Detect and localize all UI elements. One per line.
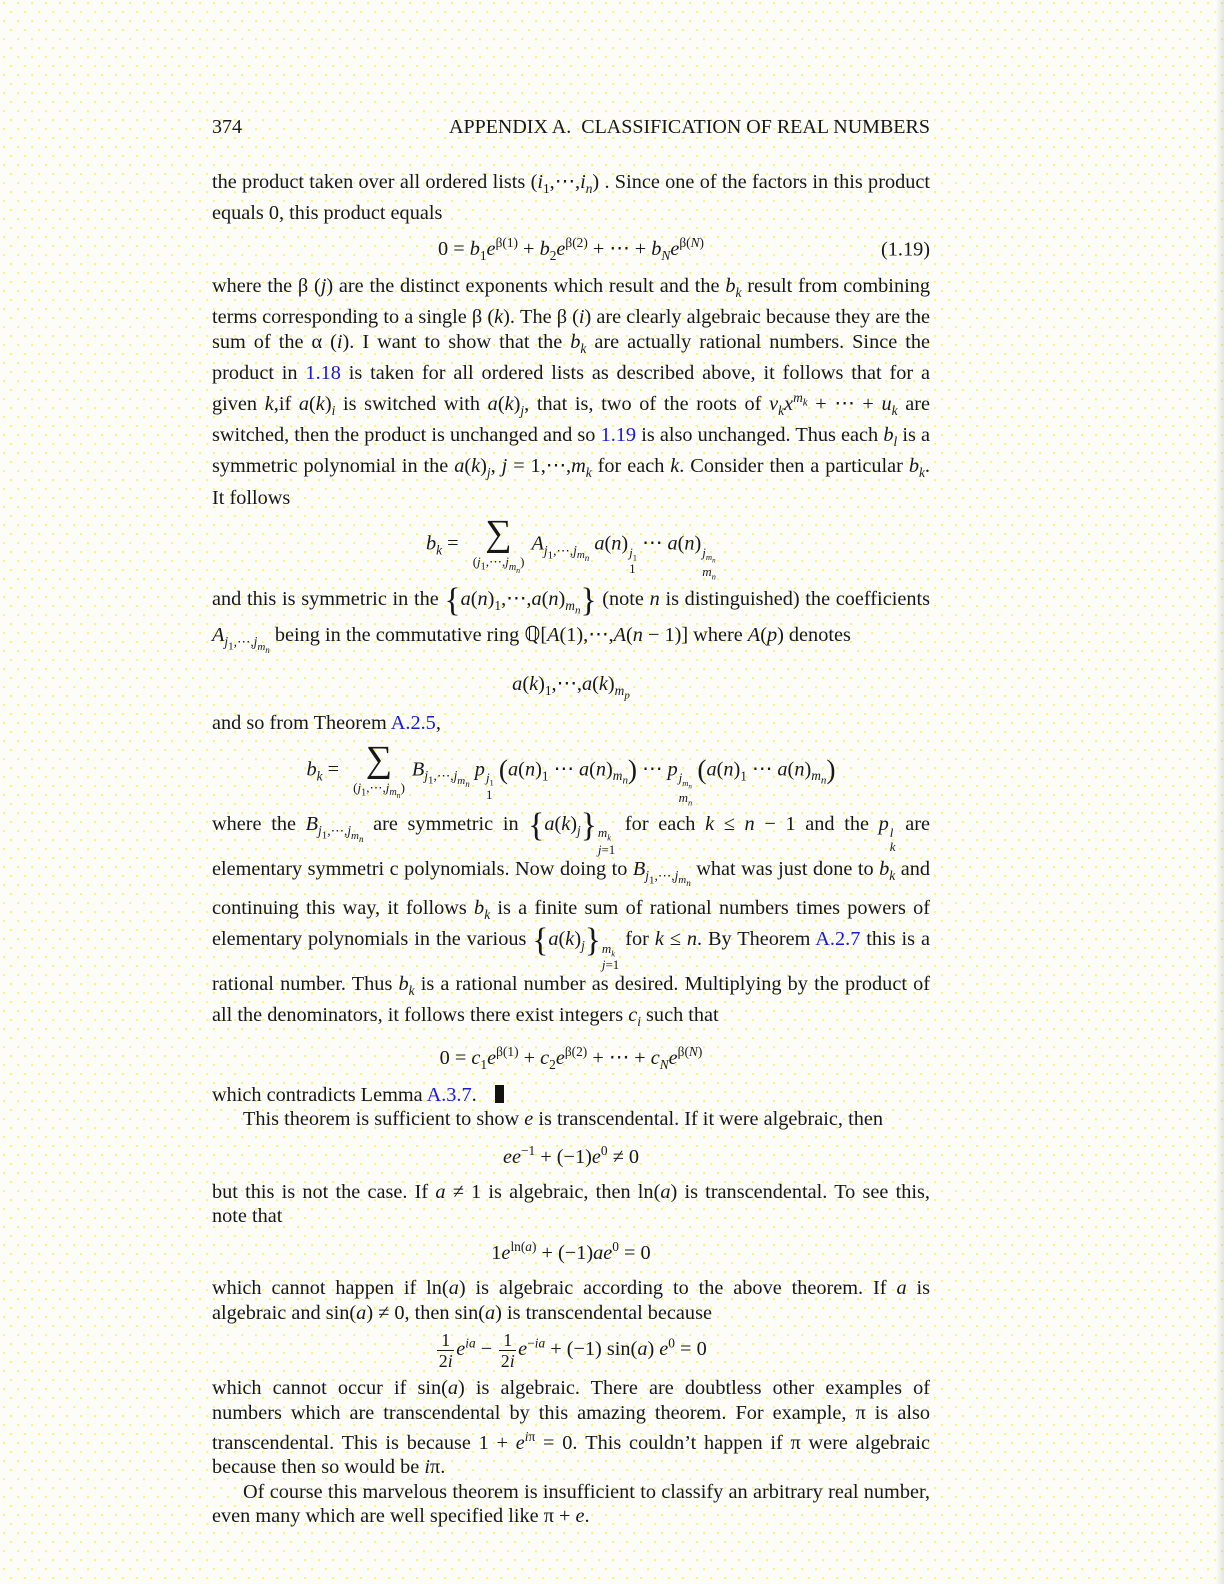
ref-link-1-18[interactable]: 1.18	[305, 362, 341, 385]
display-equation-sin	[212, 1330, 930, 1371]
paragraph-theorem-a25: and so from Theorem A.2.5,	[212, 712, 441, 735]
paragraph-contradicts-lemma: which contradicts Lemma A.3.7.	[212, 1083, 930, 1107]
paragraph-pi-transcendental: which cannot occur if sin(a) is algebraic. There are doubtless other examples of numbers which are transcendental by this amazing theorem. For example, π is also transcendental. This is because $1 + e^{i\pi} = 0$. This couldn’t happen if π were algebraic because then so would be iπ.	[212, 1377, 930, 1479]
display-equation-ln	[212, 1237, 930, 1267]
equation-body: $0 = c_1e^{\beta(1)} + c_2e^{\beta(2)}$ + ⋯ + $c_Ne^{\beta(N)}$	[439, 1044, 703, 1073]
paragraph-sin-a: which cannot happen if ln(a) is algebraic according to the above theorem. If a is algebraic and sin(a) ≠ 0, then sin(a) is transcendental because	[212, 1277, 930, 1324]
equation-body: $a(k)_1,\cdots,a(k)_{m_p}$	[512, 673, 630, 703]
qed-symbol	[495, 1085, 504, 1103]
ref-link-a-2-7[interactable]: A.2.7	[815, 928, 861, 951]
page-header	[212, 116, 930, 139]
ref-link-1-19[interactable]: 1.19	[600, 423, 637, 446]
equation-body: $0 = b_1e^{\beta(1)} + b_2e^{\beta(2)}$ + ⋯ + $b_Ne^{\beta(N)}$	[437, 235, 704, 264]
paragraph-where-beta: where the β (j) are the distinct exponents which result and the $b_k$ result from combining terms corresponding to a single β (k). The β (i) are clearly algebraic because they are the sum of the α (i). I want to show that the $b_k$ are actually rational numbers. Since the product in 1.18 is taken for all ordered lists as described above, it follows that for a given k,if $a(k)_i$ is switched with $a(k)_j$, that is, two of the roots of $v_kx^{m_k}$ + ⋯ + $u_k$ are switched, then the product is unchanged and so 1.19 is also unchanged. Thus each $b_l$ is a symmetric polynomial in the $a(k)_j$, $j = 1,\cdots,m_k$ for each k. Consider then a particular $b_k$. It follows	[212, 274, 930, 509]
paragraph-symmetric: and this is symmetric in the $\{a(n)_1,\cdots,a(n)_{m_n}\}$ (note n is distinguished) the coefficients $A_{j_1,\cdots,j_{m_n}}$ being in the commutative ring ℚ[A(1),⋯,A(n − 1)] where A(p) denotes	[212, 581, 931, 655]
paragraph-intro: the product taken over all ordered lists $(i_1,\cdots,i_n)$ . Since one of the factors in this product equals 0, this product equals	[212, 171, 931, 225]
equation-body: $b_k$ = ∑ $(j_1,\cdots,j_{m_n})$ $A_{j_1,\cdots,j_{m_n}}$ a(n) $j_1$ 1 ⋯ a(n) $j_{m_n}$ $m_n$	[426, 513, 716, 582]
equation-body: $1e^{ln(a)} + (-1)ae^0 = 0$	[491, 1239, 651, 1265]
ref-link-a-3-7[interactable]: A.3.7	[426, 1083, 472, 1106]
display-equation-e-inverse	[212, 1141, 930, 1171]
display-equation-1-19	[212, 235, 930, 265]
running-head: APPENDIX A. CLASSIFICATION OF REAL NUMBERS	[449, 116, 930, 138]
equation-body: $\frac{1}{2i}$ $e^{ia}$ − $\frac{1}{2i}$ $e^{-ia} + (-1)$ sin(a) $e^0 = 0$	[438, 1330, 707, 1372]
equation-body: $ee^{-1} + (-1)e^0 \ne 0$	[502, 1142, 640, 1168]
paragraph-e-transcendental: This theorem is sufficient to show e is transcendental. If it were algebraic, then	[243, 1108, 883, 1131]
equation-number: (1.19)	[881, 238, 930, 261]
display-equation-c-sum	[212, 1044, 930, 1074]
display-equation-bk-sum-B	[212, 738, 930, 808]
paragraph-conclusion: Of course this marvelous theorem is insufficient to classify an arbitrary real number, even many which are well specified like π + e.	[212, 1480, 930, 1527]
display-equation-ak-list	[212, 671, 930, 702]
paragraph-where-B: where the $B_{j_1,\cdots,j_{m_n}}$ are symmetric in $\{a(k)_j\}$ $m_k$ j=1 for each k ≤ n − 1 and the p l k are elementary symmetri c polynomials. Now doing to $B_{j_1,\cdots,j_{m_n}}$ what was just done to $b_k$ and continuing this way, it follows $b_k$ is a finite sum of rational numbers times powers of elementary polynomials in the various $\{a(k)_j\}$ $m_k$ j=1 for k ≤ n. By Theorem A.2.7 this is a rational number. Thus $b_k$ is a rational number as desired. Multiplying by the product of all the denominators, it follows there exist integers $c_i$ such that	[212, 807, 931, 1030]
display-equation-bk-sum-A	[212, 515, 930, 582]
equation-body: $b_k$ = ∑ $(j_1,\cdots,j_{m_n})$ $B_{j_1,\cdots,j_{m_n}}$ p $j_1$ 1 ($a(n)_1$ ⋯ $a(n)_{m_n}$) ⋯ p $j_{m_n}$ $m_n$ ($a(n)_1$ ⋯ $a(n)_{m_n}$)	[306, 738, 836, 808]
page-number: 374	[212, 116, 242, 138]
ref-link-a-2-5[interactable]: A.2.5	[390, 712, 436, 735]
paragraph-ln-a: but this is not the case. If a ≠ 1 is algebraic, then ln(a) is transcendental. To see this, note that	[212, 1180, 930, 1227]
page-content	[212, 116, 930, 1528]
